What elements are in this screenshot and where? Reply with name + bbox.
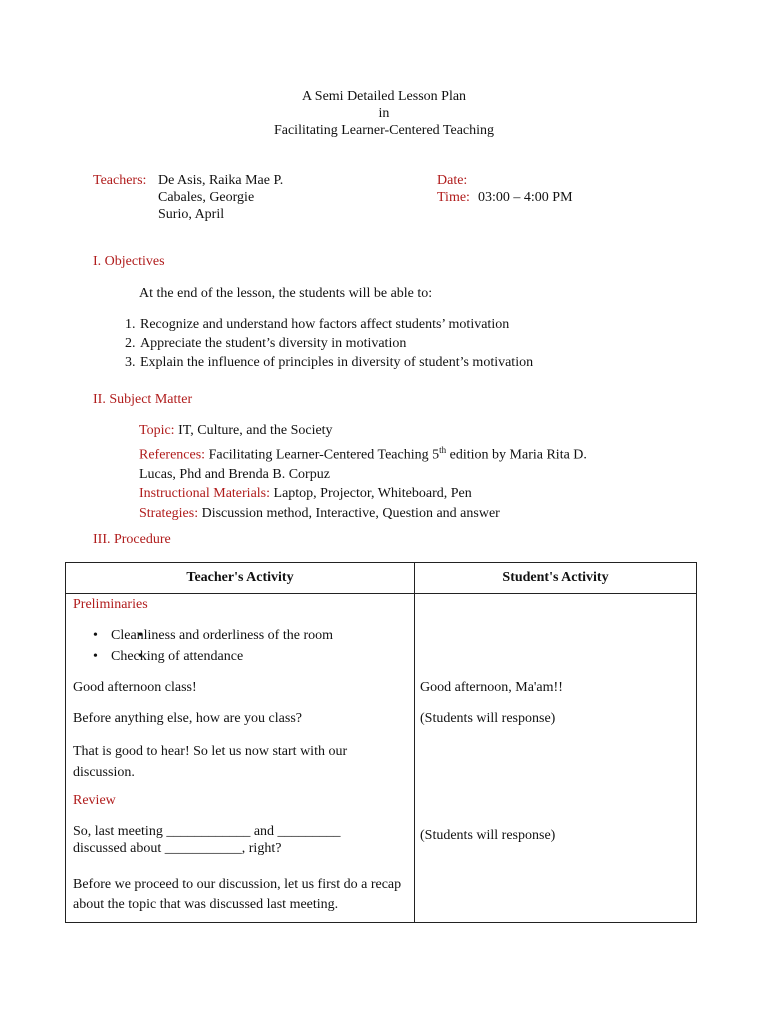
teacher-name-1: De Asis, Raika Mae P. [158,173,284,188]
subject-matter-heading: II. Subject Matter [93,392,193,407]
subject-matter-details [139,421,659,523]
materials-value: Laptop, Projector, Whiteboard, Pen [273,486,472,502]
objectives-heading: I. Objectives [93,254,165,269]
objective-item: 2. Appreciate the student’s diversity in motivation [139,334,533,353]
strategies-line [139,504,659,524]
teacher-how-are-you: Before anything else, how are you class? [73,711,302,726]
teacher-activity-cell [66,594,415,923]
title-line-3: Facilitating Learner-Centered Teaching [273,123,495,138]
preliminaries-item: • • Checking of attendance [111,646,411,667]
procedure-row [66,594,697,923]
student-response-1: (Students will response) [420,711,556,726]
document-title [0,88,768,139]
objective-item: 3. Explain the influence of principles in diversity of student’s motivation [139,353,533,372]
objectives-intro: At the end of the lesson, the students will be able to: [139,286,433,301]
student-response-2: (Students will response) [420,828,556,843]
teacher-start-discussion: That is good to hear! So let us now start with our discussion. [73,744,348,780]
topic-label: Topic: [139,423,175,438]
procedure-heading: III. Procedure [93,532,171,547]
teacher-name-3: Surio, April [158,207,225,222]
title-line-2: in [378,106,390,121]
preliminaries-label: Preliminaries [73,597,148,612]
student-activity-cell [415,594,697,923]
strategies-value: Discussion method, Interactive, Question and answer [201,505,500,521]
student-activity-header: Student's Activity [415,563,697,594]
time-value: 03:00 – 4:00 PM [478,190,573,205]
teacher-activity-header: Teacher's Activity [66,563,415,594]
strategies-label: Strategies: [139,505,199,521]
student-greeting: Good afternoon, Ma'am!! [420,680,563,695]
teacher-greeting: Good afternoon class! [73,680,197,695]
topic-line [139,421,659,441]
title-line-1: A Semi Detailed Lesson Plan [301,89,467,104]
preliminaries-item: • • Cleanliness and orderliness of the room [111,625,411,646]
references-value-cont: edition by Maria Rita D. [446,447,587,463]
objective-item: 1. Recognize and understand how factors affect students’ motivation [139,315,533,334]
teachers-label: Teachers: [93,173,147,188]
preliminaries-list [93,625,411,667]
teacher-name-2: Cabales, Georgie [158,190,255,205]
procedure-header-row [66,563,697,594]
references-line [139,441,659,465]
references-superscript: th [439,444,447,455]
review-label: Review [73,793,116,808]
date-label: Date: [437,173,468,188]
materials-line [139,484,659,504]
teacher-last-meeting: So, last meeting ____________ and _________ discussed about ___________, right? [73,824,341,856]
references-value: Facilitating Learner-Centered Teaching 5 [208,447,440,463]
objectives-list [92,315,533,372]
teacher-recap: Before we proceed to our discussion, let us first do a recap about the topic that was discussed last meeting. [73,877,402,912]
references-line-2: Lucas, Phd and Brenda B. Corpuz [139,466,330,482]
materials-label: Instructional Materials: [139,486,271,502]
topic-value: IT, Culture, and the Society [178,423,333,438]
procedure-table [65,562,697,923]
references-label: References: [139,447,206,463]
time-label: Time: [437,190,470,205]
